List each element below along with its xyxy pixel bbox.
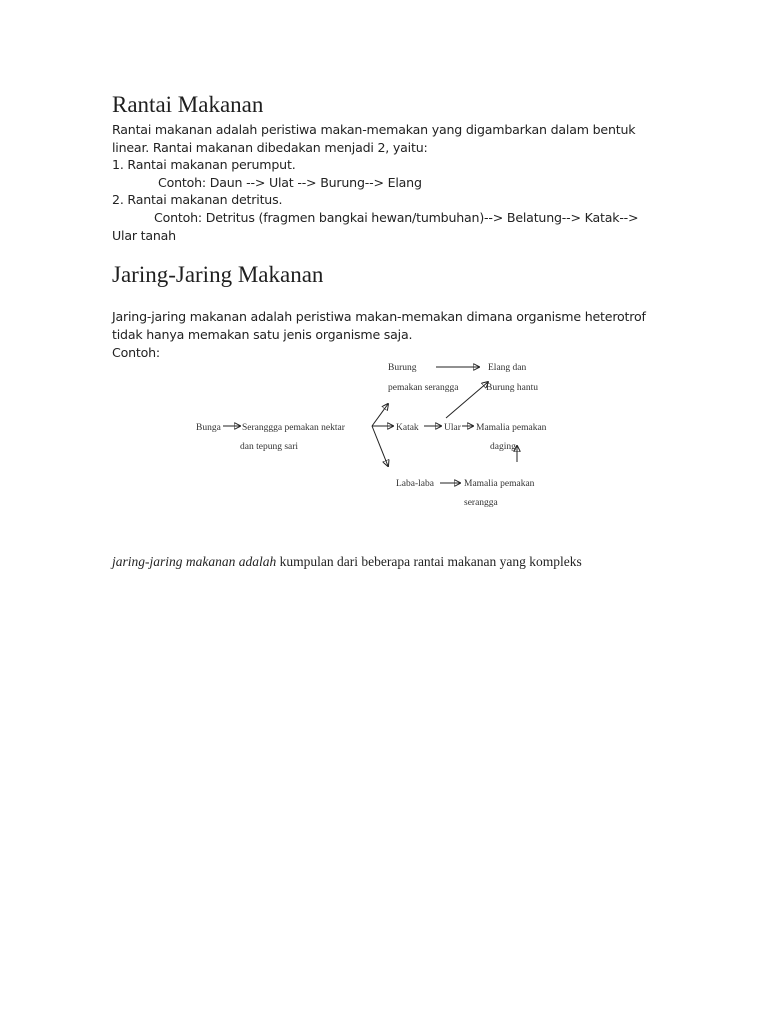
node-burung: Burung <box>388 363 417 373</box>
list-item-perumput: 1. Rantai makanan perumput. <box>112 157 296 172</box>
node-daging: daging <box>490 442 516 452</box>
node-burung-hantu: Burung hantu <box>486 383 538 393</box>
arrow-serangga-burung <box>372 404 388 426</box>
example-detritus: Contoh: Detritus (fragmen bangkai hewan/tumbuhan)--> Belatung--> Katak--> <box>154 210 639 225</box>
node-bunga: Bunga <box>196 423 221 433</box>
section-title-jaring-jaring: Jaring-Jaring Makanan <box>112 262 324 287</box>
contoh-label: Contoh: <box>112 345 160 360</box>
node-tepung-sari: dan tepung sari <box>240 442 299 452</box>
paragraph-line: linear. Rantai makanan dibedakan menjadi 2, yaitu: <box>112 140 428 155</box>
food-web-diagram <box>190 356 570 516</box>
node-mamalia: Mamalia pemakan <box>476 423 547 433</box>
node-pemakan-serangga: pemakan serangga <box>388 383 459 393</box>
paragraph-line: Jaring-jaring makanan adalah peristiwa makan-memakan dimana organisme heterotrof <box>112 309 646 324</box>
example-perumput: Contoh: Daun --> Ulat --> Burung--> Elang <box>158 175 422 190</box>
list-item-detritus: 2. Rantai makanan detritus. <box>112 192 283 207</box>
section-title-rantai-makanan: Rantai Makanan <box>112 92 264 117</box>
arrow-serangga-laba <box>372 426 388 466</box>
paragraph-line: Rantai makanan adalah peristiwa makan-memakan yang digambarkan dalam bentuk <box>112 122 636 137</box>
node-elang-dan: Elang dan <box>488 363 527 373</box>
conclusion-text <box>112 554 582 570</box>
conclusion-rest: kumpulan dari beberapa rantai makanan yang kompleks <box>276 554 582 569</box>
node-mamalia-2: Mamalia pemakan <box>464 479 535 489</box>
conclusion-italic: jaring-jaring makanan adalah <box>112 554 277 569</box>
node-serangga-2: serangga <box>464 498 498 508</box>
node-ular: Ular <box>444 423 461 433</box>
node-laba-laba: Laba-laba <box>396 479 434 489</box>
paragraph-line: tidak hanya memakan satu jenis organisme saja. <box>112 327 413 342</box>
example-detritus-cont: Ular tanah <box>112 228 176 243</box>
node-serangga: Seranggga pemakan nektar <box>242 423 345 433</box>
node-katak: Katak <box>396 423 419 433</box>
